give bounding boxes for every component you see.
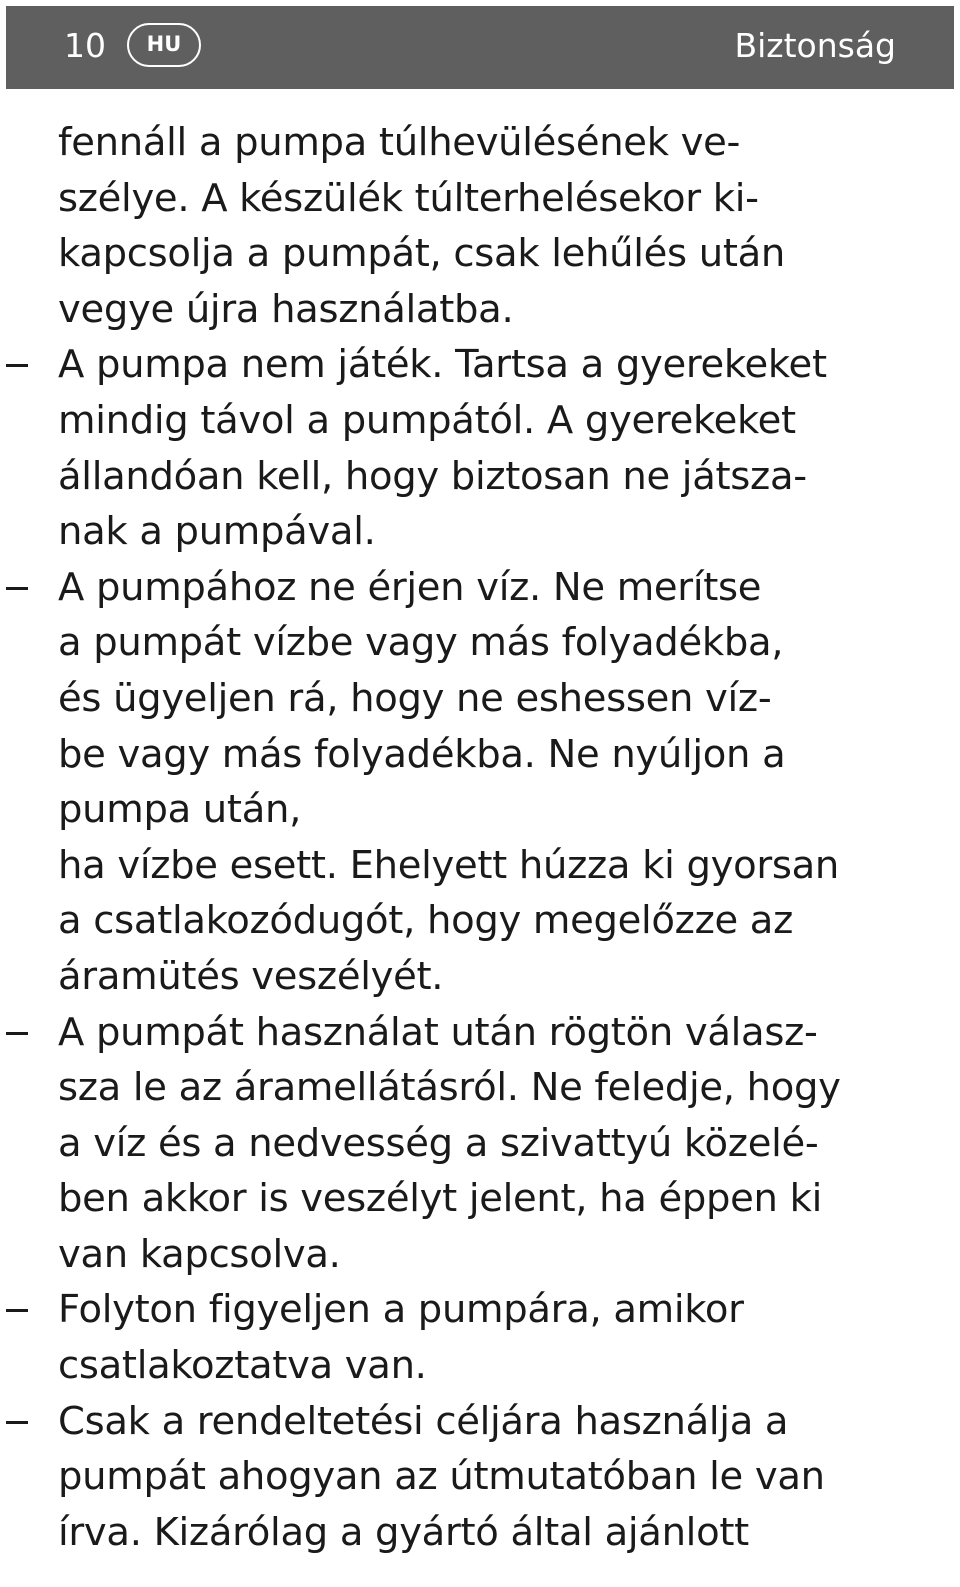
text-line [0, 115, 960, 171]
line-text: állandóan kell, hogy biztosan ne játsza- [58, 453, 807, 499]
text-line [0, 615, 960, 671]
line-text: a pumpát vízbe vagy más folyadékba, [58, 620, 784, 666]
text-line [0, 282, 960, 338]
line-text: A pumpát használat után rögtön válasz- [58, 1009, 818, 1055]
text-line [0, 1227, 960, 1283]
text-line [0, 560, 960, 616]
line-text: és ügyeljen rá, hogy ne eshessen víz- [58, 675, 772, 721]
line-text: csatlakoztatva van. [58, 1343, 427, 1389]
line-text: ben akkor is veszélyt jelent, ha éppen ki [58, 1176, 822, 1222]
text-line [0, 1005, 960, 1061]
text-line [0, 727, 960, 783]
bullet-dash-icon [6, 1032, 28, 1035]
text-line [0, 782, 960, 838]
text-line [0, 1338, 960, 1394]
text-line [0, 393, 960, 449]
text-line [0, 1449, 960, 1505]
text-line [0, 449, 960, 505]
bullet-dash-icon [6, 587, 28, 590]
line-text: ha vízbe esett. Ehelyett húzza ki gyorsan [58, 842, 840, 888]
text-line [0, 1505, 960, 1561]
text-line [0, 504, 960, 560]
line-text: mindig távol a pumpától. A gyerekeket [58, 397, 796, 443]
bullet-dash-icon [6, 1309, 28, 1312]
bullet-dash-icon [6, 364, 28, 367]
bullet-dash-icon [6, 1421, 28, 1424]
line-text: van kapcsolva. [58, 1231, 341, 1277]
line-text: nak a pumpával. [58, 509, 376, 555]
text-line [0, 337, 960, 393]
text-line [0, 1171, 960, 1227]
page-header [6, 6, 954, 89]
text-line [0, 838, 960, 894]
line-text: Folyton figyeljen a pumpára, amikor [58, 1287, 744, 1333]
line-text: áramütés veszélyét. [58, 953, 444, 999]
body-text [0, 115, 960, 1560]
section-title: Biztonság [734, 26, 896, 65]
line-text: kapcsolja a pumpát, csak lehűlés után [58, 231, 786, 277]
text-line [0, 226, 960, 282]
line-text: a csatlakozódugót, hogy megelőzze az [58, 898, 794, 944]
text-line [0, 671, 960, 727]
line-text: fennáll a pumpa túlhevülésének ve- [58, 120, 741, 165]
text-line [0, 1282, 960, 1338]
text-line [0, 171, 960, 227]
language-badge: HU [127, 23, 201, 67]
line-text: Csak a rendeltetési céljára használja a [58, 1398, 789, 1444]
page-number: 10 [64, 26, 106, 65]
text-line [0, 949, 960, 1005]
text-line [0, 1394, 960, 1450]
line-text: a víz és a nedvesség a szivattyú közelé- [58, 1120, 819, 1166]
line-text: be vagy más folyadékba. Ne nyúljon a [58, 731, 786, 777]
line-text: pumpa után, [58, 787, 302, 833]
line-text: A pumpához ne érjen víz. Ne merítse [58, 564, 762, 610]
line-text: vegye újra használatba. [58, 286, 514, 332]
line-text: sza le az áramellátásról. Ne feledje, hogy [58, 1065, 841, 1111]
text-line [0, 1116, 960, 1172]
line-text: A pumpa nem játék. Tartsa a gyerekeket [58, 342, 827, 388]
text-line [0, 1060, 960, 1116]
line-text: írva. Kizárólag a gyártó által ajánlott [58, 1509, 749, 1555]
text-line [0, 893, 960, 949]
line-text: pumpát ahogyan az útmutatóban le van [58, 1454, 825, 1500]
line-text: szélye. A készülék túlterhelésekor ki- [58, 175, 759, 221]
